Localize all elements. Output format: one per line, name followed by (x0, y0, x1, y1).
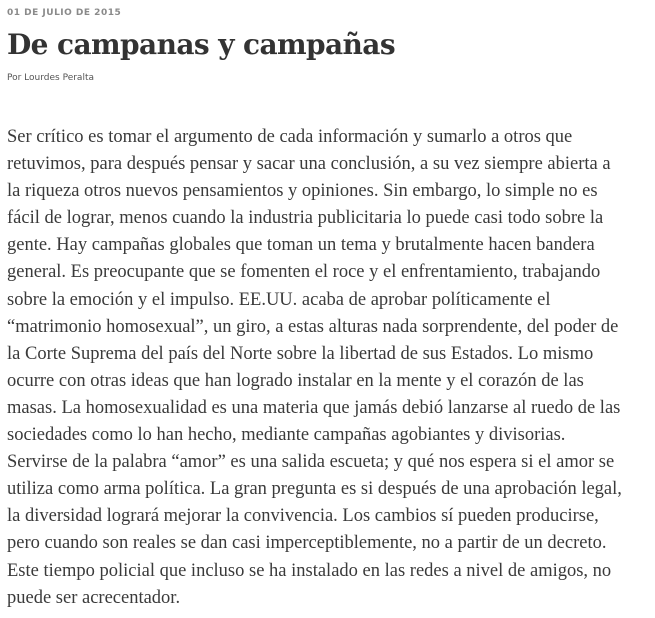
body-line: masas. La homosexualidad es una materia que jamás debió lanzarse al ruedo de las (7, 397, 621, 418)
body-line: sobre la emoción y el impulso. EE.UU. acaba de aprobar políticamente el (7, 289, 551, 310)
body-line: retuvimos, para después pensar y sacar una conclusión, a su vez siempre abierta a (7, 154, 611, 175)
body-line: general. Es preocupante que se fomenten el roce y el enfrentamiento, trabajando (7, 262, 601, 283)
body-line: Ser crítico es tomar el argumento de cada información y sumarlo a otros que (7, 127, 573, 147)
article-byline: Por Lourdes Peralta (7, 73, 94, 83)
body-line: Servirse de la palabra “amor” es una salida escueta; y qué nos espera si el amor se (7, 452, 615, 473)
body-line: fácil de lograr, menos cuando la industria publicitaria lo puede casi todo sobre la (7, 208, 604, 229)
body-line: puede ser acrecentador. (7, 587, 181, 608)
article-title: De campanas y campañas (7, 28, 396, 61)
body-line: gente. Hay campañas globales que toman un tema y brutalmente hacen bandera (7, 235, 595, 256)
article-date: 01 DE JULIO DE 2015 (7, 8, 122, 18)
body-line: ocurre con otras ideas que han logrado instalar en la mente y el corazón de las (7, 370, 584, 391)
body-line: la riqueza otros nuevos pensamientos y opiniones. Sin embargo, lo simple no es (7, 181, 598, 202)
body-line: la Corte Suprema del país del Norte sobre la libertad de sus Estados. Lo mismo (7, 343, 594, 364)
body-line: la diversidad logrará mejorar la convivencia. Los cambios sí pueden producirse, (7, 506, 599, 527)
body-line: sociedades como lo han hecho, mediante campañas agobiantes y divisorias. (7, 425, 566, 446)
body-line: “matrimonio homosexual”, un giro, a estas alturas nada sorprendente, del poder de (7, 316, 619, 337)
body-line: pero cuando son reales se dan casi imperceptiblemente, no a partir de un decreto. (7, 533, 607, 554)
body-line: Este tiempo policial que incluso se ha instalado en las redes a nivel de amigos, no (7, 560, 612, 581)
body-line: utiliza como arma política. La gran pregunta es si después de una aprobación legal, (7, 479, 622, 500)
article-body (7, 124, 652, 612)
